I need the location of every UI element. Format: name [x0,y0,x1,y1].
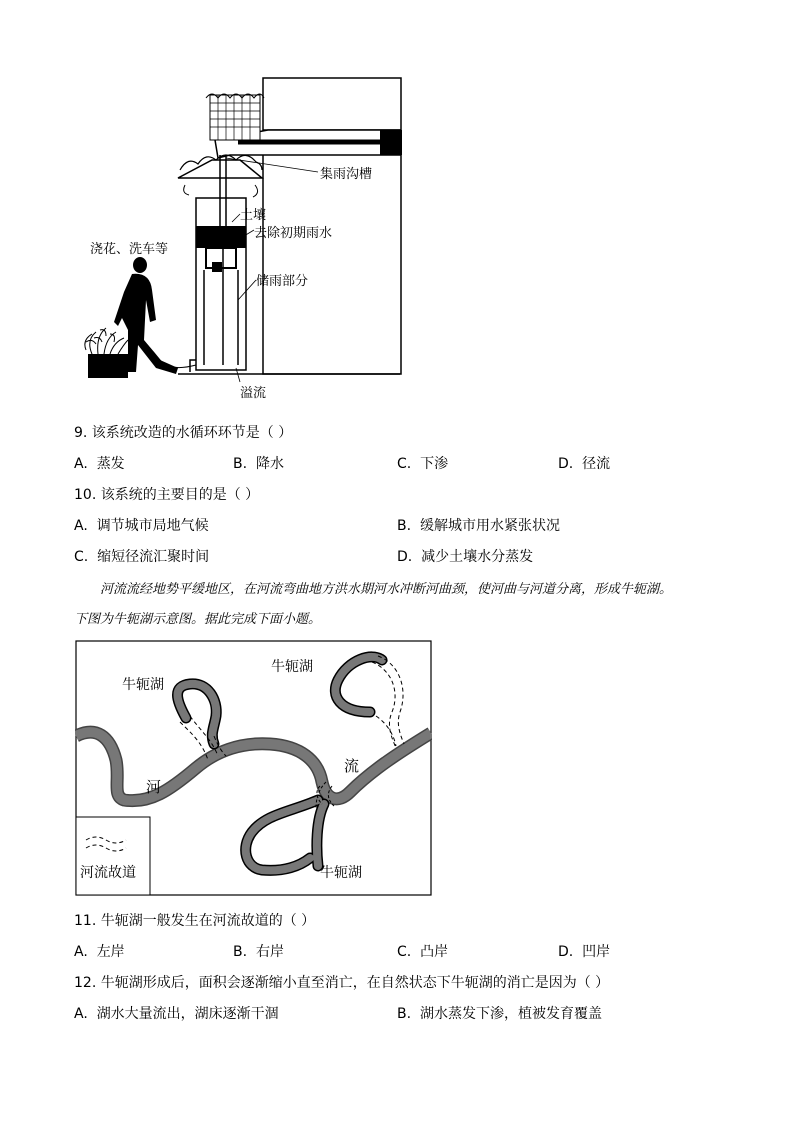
q9-option-a[interactable]: A. 蒸发 [74,456,125,472]
q9-stem: 9. 该系统改造的水循环环节是（ ） [74,425,293,441]
q12-option-a[interactable]: A. 湖水大量流出，湖床逐渐干涸 [74,1006,279,1022]
q11-option-d[interactable]: D. 凹岸 [558,944,611,960]
q9-option-b[interactable]: B. 降水 [233,456,284,472]
passage-line-2: 下图为牛轭湖示意图。据此完成下面小题。 [74,612,322,627]
river-char-2: 流 [344,757,360,775]
label-use: 浇花、洗车等 [90,242,169,257]
lake-label-left: 牛轭湖 [122,677,164,693]
legend-box [76,817,150,895]
q10-option-d[interactable]: D. 减少土壤水分蒸发 [397,549,534,565]
rainwater-system-figure [70,70,420,400]
q9-option-c[interactable]: C. 下渗 [397,456,449,472]
river-char-1: 河 [146,778,162,796]
lake-label-bottom: 牛轭湖 [320,865,362,881]
q11-option-b[interactable]: B. 右岸 [233,944,284,960]
q11-option-a[interactable]: A. 左岸 [74,944,125,960]
q9-option-d[interactable]: D. 径流 [558,456,611,472]
q10-stem: 10. 该系统的主要目的是（ ） [74,487,260,503]
q10-option-b[interactable]: B. 缓解城市用水紧张状况 [397,518,560,534]
q12-stem: 12. 牛轭湖形成后，面积会逐渐缩小直至消亡，在自然状态下牛轭湖的消亡是因为（ ） [74,975,610,991]
q11-option-c[interactable]: C. 凸岸 [397,944,449,960]
legend-label: 河流故道 [80,865,136,881]
label-soil: 土壤 [240,208,267,223]
q10-option-c[interactable]: C. 缩短径流汇聚时间 [74,549,210,565]
label-first-flush: 去除初期雨水 [254,226,333,241]
label-overflow: 溢流 [240,386,267,401]
label-gutter: 集雨沟槽 [320,167,373,182]
lake-label-top: 牛轭湖 [271,659,313,675]
q12-option-b[interactable]: B. 湖水蒸发下渗，植被发育覆盖 [397,1006,602,1022]
q10-option-a[interactable]: A. 调节城市局地气候 [74,518,209,534]
q11-stem: 11. 牛轭湖一般发生在河流故道的（ ） [74,913,316,929]
label-storage: 储雨部分 [256,274,309,289]
passage-line-1: 河流流经地势平缓地区，在河流弯曲地方洪水期河水冲断河曲颈，使河曲与河道分离，形成牛轭湖。 [100,582,673,597]
